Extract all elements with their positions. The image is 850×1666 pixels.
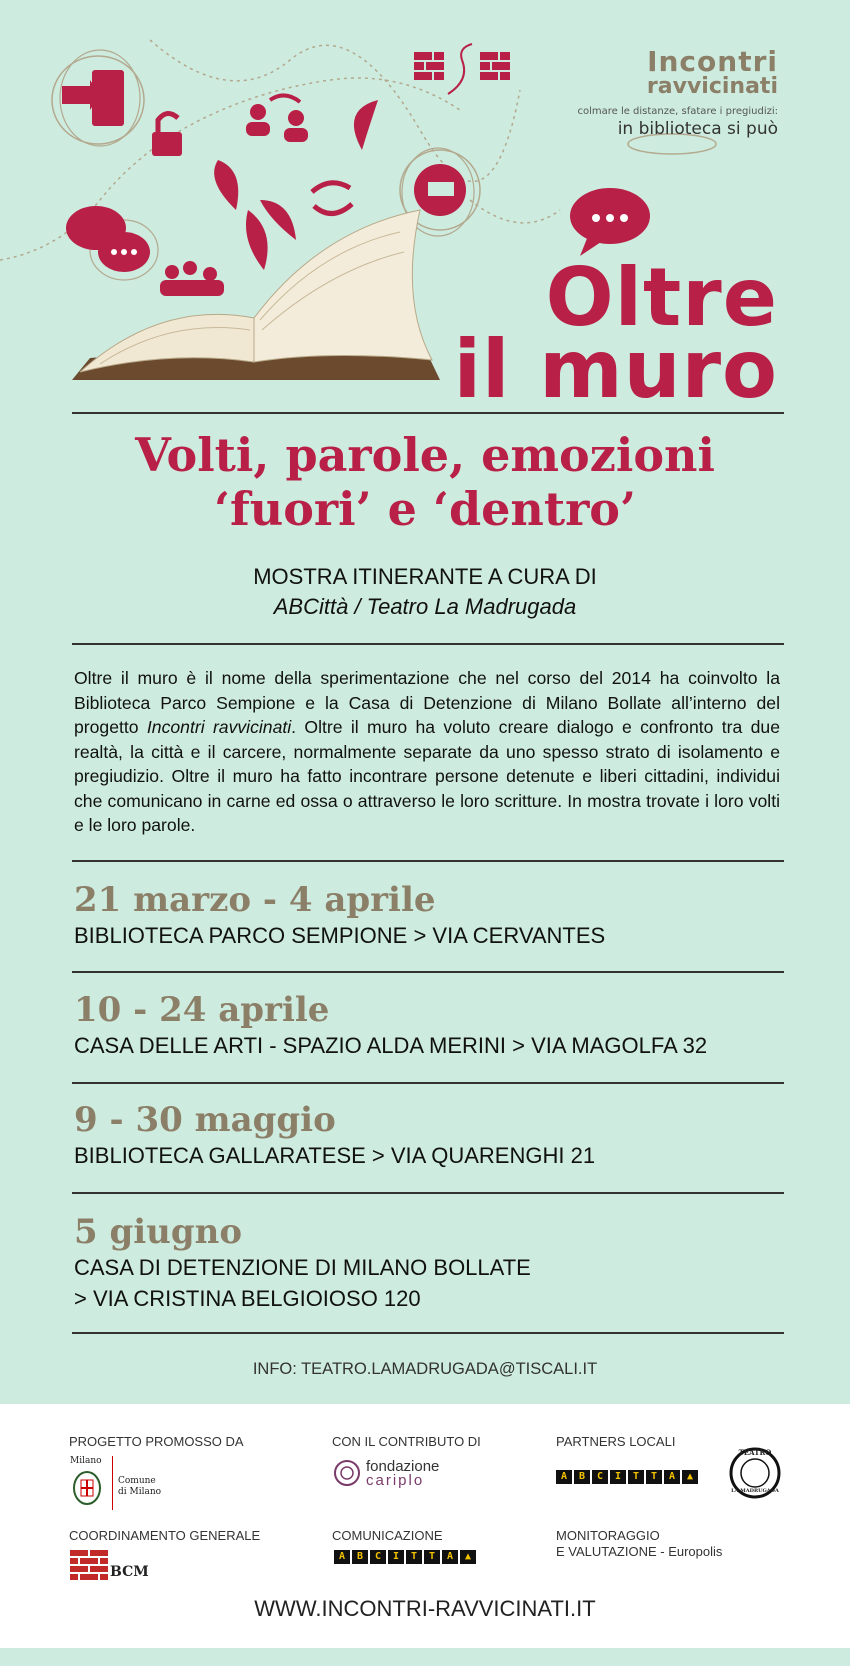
subtitle-line2: ‘fuori’ e ‘dentro’ xyxy=(213,482,637,536)
event-date: 9 - 30 maggio xyxy=(74,1100,336,1140)
brand-title: Incontri xyxy=(647,45,778,78)
event-1 xyxy=(74,880,794,951)
brand-subtitle: ravvicinati xyxy=(646,74,778,99)
divider xyxy=(72,412,784,414)
event-4 xyxy=(74,1212,794,1314)
bcm-bricks-icon xyxy=(70,1550,110,1582)
milano-text: Milano xyxy=(70,1456,102,1466)
brand-tagline-small: colmare le distanze, sfatare i pregiudizi: xyxy=(577,106,778,117)
info-contact: INFO: TEATRO.LAMADRUGADA@TISCALI.IT xyxy=(252,1360,598,1378)
teatro-text-line2: LA MADRUGADA xyxy=(731,1488,779,1494)
divider xyxy=(72,1332,784,1334)
bcm-text: BCM xyxy=(110,1564,149,1580)
comune-milano-logo xyxy=(70,1456,170,1512)
cariplo-text-line1: fondazione xyxy=(366,1458,440,1475)
hero-illustration xyxy=(0,0,850,416)
divider xyxy=(72,1192,784,1194)
divider xyxy=(72,643,784,645)
milano-crest-icon xyxy=(72,1470,102,1506)
main-title-line2: il muro xyxy=(453,323,778,416)
event-date: 10 - 24 aprile xyxy=(74,990,330,1030)
communication-label: COMUNICAZIONE xyxy=(332,1528,443,1543)
monitoring-label: MONITORAGGIO E VALUTAZIONE - Europolis xyxy=(556,1528,723,1559)
fondazione-cariplo-logo xyxy=(334,1456,474,1496)
event-place: CASA DI DETENZIONE DI MILANO BOLLATE xyxy=(74,1255,531,1280)
divider xyxy=(72,1082,784,1084)
event-date: 5 giugno xyxy=(74,1212,243,1252)
curator-label: MOSTRA ITINERANTE A CURA DI xyxy=(253,564,597,589)
comune-text-line2: di Milano xyxy=(118,1487,162,1497)
curator-block xyxy=(0,562,850,622)
subtitle xyxy=(0,428,850,536)
bottom-strip xyxy=(0,1648,850,1666)
main-title-line1: Oltre xyxy=(545,251,778,344)
description-part2: . Oltre il muro ha voluto creare dialogo e confronto tra due realtà, la città e il carcere, normalmente separate da uno spesso strato di isolamento e pregiudizio. Oltre il muro ha fatto incontrare persone detenute e liberi cittadini, individui che comunicano in carne ed ossa o attraverso le loro scritture. In mostra trovate i loro volti e le loro parole. xyxy=(74,717,780,835)
curator-names: ABCittà / Teatro La Madrugada xyxy=(273,594,577,619)
brand-tagline: in biblioteca si può xyxy=(617,119,778,139)
divider xyxy=(72,860,784,862)
event-place: CASA DELLE ARTI - SPAZIO ALDA MERINI > VIA MAGOLFA 32 xyxy=(74,1033,708,1058)
subtitle-line1: Volti, parole, emozioni xyxy=(135,428,715,482)
cariplo-emblem-icon xyxy=(334,1460,360,1486)
event-place-line2: > VIA CRISTINA BELGIOIOSO 120 xyxy=(74,1286,421,1311)
main-title xyxy=(453,251,778,416)
teatro-text-line1: TEATRO xyxy=(738,1448,772,1457)
cariplo-text-line2: cariplo xyxy=(366,1472,425,1489)
partners-label: PARTNERS LOCALI xyxy=(556,1434,676,1449)
bcm-logo xyxy=(70,1550,160,1586)
comune-text-line1: Comune xyxy=(118,1476,156,1486)
coordination-label: COORDINAMENTO GENERALE xyxy=(69,1528,261,1543)
description-part1: Oltre il muro è il nome della sperimentazione che nel corso del 2014 ha coinvolto la Biblioteca Parco Sempione e la Casa di Detenzione di Milano Bollate all’interno del progetto xyxy=(74,668,780,737)
website-link[interactable]: WWW.INCONTRI-RAVVICINATI.IT xyxy=(254,1596,596,1621)
abcitta-logo: A B C I T T A ▲ xyxy=(556,1470,698,1484)
event-place: BIBLIOTECA GALLARATESE > VIA QUARENGHI 21 xyxy=(74,1143,596,1168)
brand-block xyxy=(577,45,778,139)
teatro-madrugada-logo xyxy=(728,1446,782,1500)
divider xyxy=(72,971,784,973)
contribution-label: CON IL CONTRIBUTO DI xyxy=(332,1434,481,1449)
event-3 xyxy=(74,1100,794,1171)
event-place: BIBLIOTECA PARCO SEMPIONE > VIA CERVANTES xyxy=(74,923,606,948)
description-project: Incontri ravvicinati xyxy=(146,717,292,737)
abcitta-logo-communication: A B C I T T A ▲ xyxy=(334,1550,476,1564)
description xyxy=(74,666,780,838)
promoted-by-label: PROGETTO PROMOSSO DA xyxy=(69,1434,244,1449)
event-date: 21 marzo - 4 aprile xyxy=(74,880,436,920)
event-2 xyxy=(74,990,794,1061)
